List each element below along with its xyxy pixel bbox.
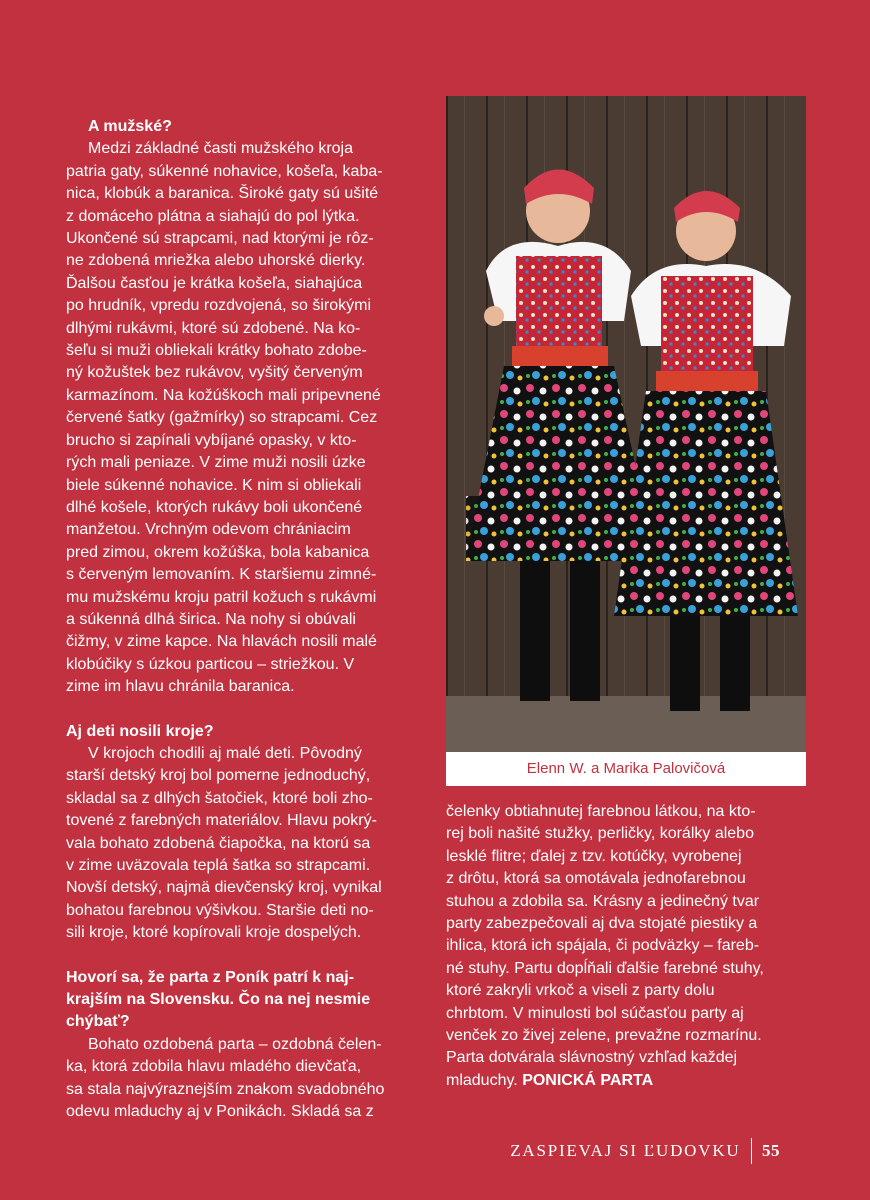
text-line: čelenky obtiahnutej farebnou látkou, na kto- <box>446 803 756 820</box>
right-column <box>446 801 796 1092</box>
text-line <box>446 1070 796 1092</box>
text-line: karmazínom. Na kožúškoch mali pripevnené <box>66 386 381 404</box>
text-line: mu mužskému kroju patril kožuch s rukávmi <box>66 588 377 606</box>
text-line: červené šatky (gažmírky) so strapcami. Cez <box>66 409 378 427</box>
text-line: Ukončené sú strapcami, nad ktorými je rôz- <box>66 230 374 248</box>
text-line: z drôtu, ktorá sa omotávala jednofarebnou <box>446 870 746 888</box>
section-body-children <box>66 743 418 945</box>
text-line: po hrudník, vpredu rozdvojená, so širokými <box>66 297 372 315</box>
text-line: biele súkenné nohavice. K nim si obliekali <box>66 476 362 494</box>
text-line: bohatou farebnou výšivkou. Staršie deti no- <box>66 901 374 919</box>
text-line: Medzi základné časti mužského kroja <box>88 140 354 158</box>
text-line: ný kožuštek bez rukávov, vyšitý červeným <box>66 364 363 382</box>
text-line: s červeným lemovaním. K staršiemu zimné- <box>66 566 377 584</box>
left-column <box>66 116 418 1123</box>
text-line: nica, klobúk a baranica. Široké gaty sú ušité <box>66 185 379 203</box>
photo-illustration <box>446 96 806 752</box>
text-line: šeľu si muži obliekali krátky bohato zdobe- <box>66 342 367 360</box>
text-line: V krojoch chodili aj malé deti. Pôvodný <box>88 744 362 762</box>
section-heading-children: Aj deti nosili kroje? <box>66 722 214 740</box>
text-line: né stuhy. Partu dopĺňali ďalšie farebné stuhy, <box>446 959 764 977</box>
text-line: chrbtom. V minulosti bol súčasťou party aj <box>446 1004 744 1022</box>
text-line: venček zo živej zelene, prevažne rozmarínu. <box>446 1027 762 1045</box>
text-line: ihlica, ktorá ich spájala, či podväzky – fareb- <box>446 937 760 955</box>
text-line: stuhou a zdobila sa. Krásny a jedinečný tvar <box>446 892 760 910</box>
section-body-mens <box>66 138 418 698</box>
text-line: tovené z farebných materiálov. Hlavu pokrý- <box>66 812 377 830</box>
text-line: ktoré zakryli vrkoč a viseli z party dolu <box>446 982 715 1000</box>
text-line: lesklé flitre; ďalej z tzv. kotúčky, vyrobenej <box>446 847 742 865</box>
text-line: ka, ktorá zdobila hlavu mladého dievčaťa, <box>66 1058 362 1076</box>
author-signature: PONICKÁ PARTA <box>522 1071 654 1089</box>
text-line: a súkenná dlhá širica. Na nohy si obúvali <box>66 610 356 628</box>
text-line: Parta dotvárala slávnostný vzhľad každej <box>446 1049 738 1067</box>
text-line: dlhými rukávmi, ktoré sú zdobené. Na ko- <box>66 319 361 337</box>
photo-two-women-in-folk-costume <box>446 96 806 752</box>
text-line: z domáceho plátna a siahajú do pol lýtka. <box>66 207 360 225</box>
section-heading-mens: A mužské? <box>88 118 172 135</box>
text-line: klobúčiky s úzkou particou – striežkou. V <box>66 655 355 673</box>
text-line: čižmy, v zime kapce. Na hlavách nosili malé <box>66 633 377 651</box>
heading-line: krajším na Slovensku. Čo na nej nesmie <box>66 991 371 1009</box>
text-line: vala bohato zdobená čiapočka, na ktorú sa <box>66 834 371 852</box>
text-line: v zime uväzovala teplá šatka so strapcami. <box>66 857 371 874</box>
page-number: 55 <box>762 1141 780 1160</box>
text-line: brucho si zapínali vybíjané opasky, v kto- <box>66 431 357 449</box>
text-line: dlhé košele, ktorých rukávy boli ukončené <box>66 498 363 516</box>
footer-divider <box>751 1138 753 1164</box>
text-line: pred zimou, okrem kožúška, bola kabanica <box>66 543 370 561</box>
text-line: Bohato ozdobená parta – ozdobná čelen- <box>88 1035 382 1053</box>
photo-frame <box>446 96 806 786</box>
text-line: Novší detský, najmä dievčenský kroj, vynikal <box>66 879 382 897</box>
spacer <box>66 699 418 721</box>
heading-line: Hovorí sa, že parta z Poník patrí k naj- <box>66 968 355 986</box>
text-line: Ďalšou časťou je krátka košeľa, siahajúca <box>66 274 363 292</box>
text-line: ne zdobená mriežka alebo uhorské dierky. <box>66 252 366 270</box>
spacer <box>66 945 418 967</box>
text-line: sa stala najvýraznejším znakom svadobného <box>66 1080 385 1098</box>
text-line: starší detský kroj bol pomerne jednoduchý, <box>66 767 371 785</box>
text-line: manžetou. Vrchným odevom chrániacim <box>66 521 351 539</box>
heading-line: chýbať? <box>66 1013 130 1031</box>
text-line: party zabezpečovali aj dva stojaté piestiky a <box>446 915 758 933</box>
page-footer <box>510 1138 780 1164</box>
text-line: patria gaty, súkenné nohavice, košeľa, kaba- <box>66 162 383 180</box>
photo-caption: Elenn W. a Marika Palovičová <box>526 760 726 777</box>
magazine-title: ZASPIEVAJ SI ĽUDOVKU <box>510 1141 741 1160</box>
section-body-parta <box>66 1034 418 1124</box>
section-heading-parta <box>66 967 418 1034</box>
text-line: rej boli našité stužky, perličky, korálky alebo <box>446 825 754 843</box>
text-line: sili kroje, ktoré kopírovali kroje dospelých. <box>66 924 362 942</box>
text-line: odevu mladuchy aj v Ponikách. Skladá sa z <box>66 1103 374 1121</box>
text-line: skladal sa z dlhých šatočiek, ktoré boli zho- <box>66 789 373 807</box>
right-column-body <box>446 801 796 1070</box>
text-line: rých mali peniaze. V zime muži nosili úzke <box>66 454 366 472</box>
text-line: zime im hlavu chránila baranica. <box>66 678 295 696</box>
text-run: mladuchy. <box>446 1071 523 1089</box>
